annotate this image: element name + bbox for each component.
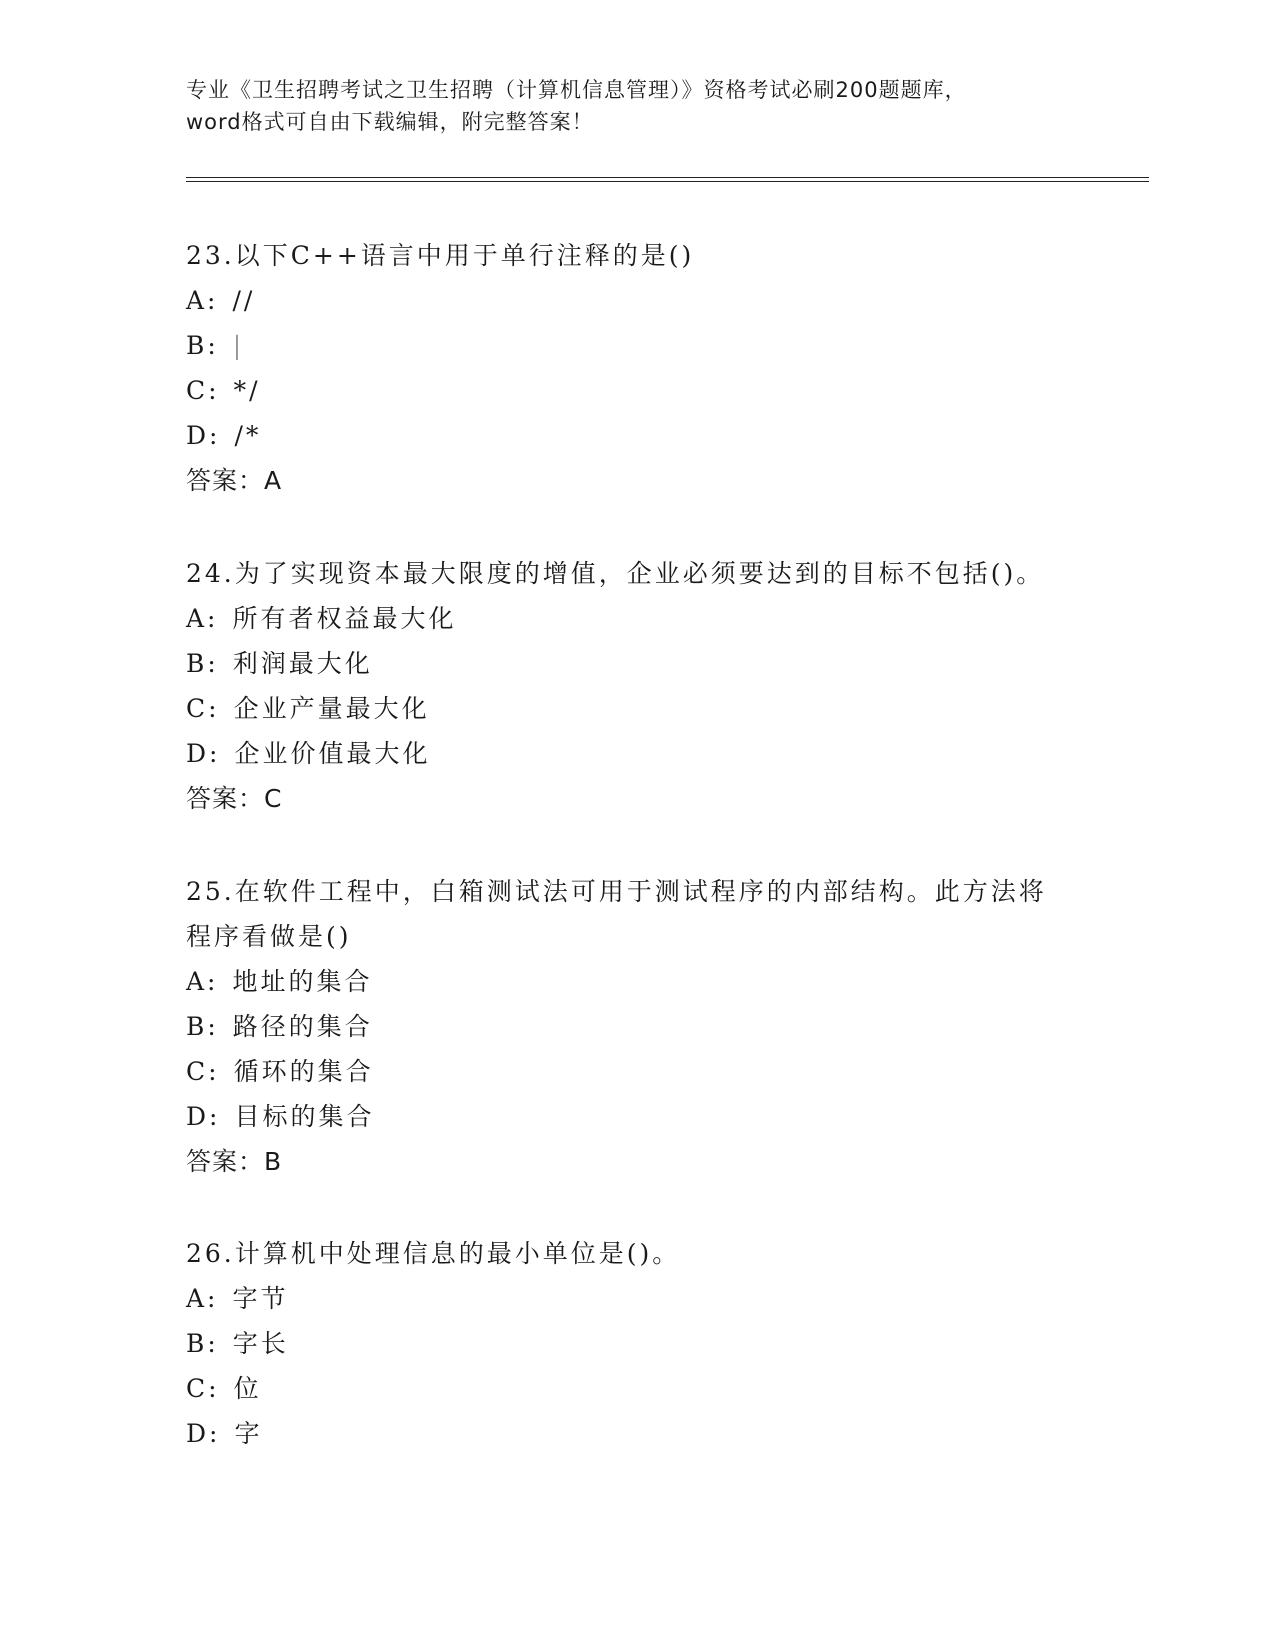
option-letter: B: xyxy=(186,1329,219,1358)
answer-line: 答案：C xyxy=(186,784,283,813)
option-d xyxy=(186,1411,1086,1456)
option-text: */ xyxy=(233,376,261,405)
header-divider-bottom xyxy=(186,181,1149,182)
option-text: 企业产量最大化 xyxy=(233,694,430,723)
option-text: 位 xyxy=(233,1374,262,1403)
option-c xyxy=(186,686,1086,731)
question-stem-line-2: 程序看做是() xyxy=(186,922,352,951)
option-text: 地址的集合 xyxy=(232,967,373,996)
option-text: 目标的集合 xyxy=(234,1102,375,1131)
option-letter: C: xyxy=(186,1374,220,1403)
option-letter: A: xyxy=(186,286,219,315)
option-letter: B: xyxy=(186,331,219,360)
option-d xyxy=(186,731,1086,776)
question-stem-line-1: 25.在软件工程中，白箱测试法可用于测试程序的内部结构。此方法将 xyxy=(186,877,1047,906)
option-letter: D: xyxy=(186,1102,221,1131)
option-a xyxy=(186,596,1086,641)
option-letter: C: xyxy=(186,376,220,405)
question-stem: 24.为了实现资本最大限度的增值，企业必须要达到的目标不包括()。 xyxy=(186,559,1045,588)
option-letter: C: xyxy=(186,694,220,723)
option-letter: D: xyxy=(186,1419,221,1448)
option-text: 企业价值最大化 xyxy=(234,739,431,768)
header-line-2: word格式可自由下载编辑，附完整答案！ xyxy=(186,110,594,134)
question-24 xyxy=(186,551,1086,821)
option-c xyxy=(186,368,1086,413)
option-text: /* xyxy=(234,421,262,450)
option-b xyxy=(186,1004,1086,1049)
question-stem: 26.计算机中处理信息的最小单位是()。 xyxy=(186,1239,681,1268)
option-d xyxy=(186,413,1086,458)
option-text: 字 xyxy=(234,1419,263,1448)
option-text: | xyxy=(232,331,245,360)
question-26 xyxy=(186,1231,1086,1456)
question-23 xyxy=(186,233,1086,503)
document-header xyxy=(186,74,1086,138)
option-letter: A: xyxy=(186,604,219,633)
option-letter: D: xyxy=(186,421,221,450)
option-text: 循环的集合 xyxy=(233,1057,374,1086)
header-line-1: 专业《卫生招聘考试之卫生招聘（计算机信息管理）》资格考试必刷200题题库， xyxy=(186,78,967,102)
option-a xyxy=(186,959,1086,1004)
option-letter: C: xyxy=(186,1057,220,1086)
option-text: 利润最大化 xyxy=(232,649,373,678)
option-c xyxy=(186,1049,1086,1094)
question-25 xyxy=(186,869,1086,1184)
answer-line: 答案：A xyxy=(186,466,283,495)
header-divider-top xyxy=(186,177,1149,178)
answer-line: 答案：B xyxy=(186,1147,283,1176)
option-letter: D: xyxy=(186,739,221,768)
question-stem: 23.以下C++语言中用于单行注释的是() xyxy=(186,241,695,270)
option-letter: A: xyxy=(186,1284,219,1313)
option-b xyxy=(186,641,1086,686)
option-letter: B: xyxy=(186,649,219,678)
option-a xyxy=(186,1276,1086,1321)
option-b xyxy=(186,1321,1086,1366)
option-text: // xyxy=(232,286,256,315)
option-letter: A: xyxy=(186,967,219,996)
option-a xyxy=(186,278,1086,323)
option-text: 字长 xyxy=(232,1329,289,1358)
option-c xyxy=(186,1366,1086,1411)
option-text: 所有者权益最大化 xyxy=(232,604,457,633)
option-letter: B: xyxy=(186,1012,219,1041)
option-b xyxy=(186,323,1086,368)
option-text: 路径的集合 xyxy=(232,1012,373,1041)
option-d xyxy=(186,1094,1086,1139)
option-text: 字节 xyxy=(232,1284,289,1313)
